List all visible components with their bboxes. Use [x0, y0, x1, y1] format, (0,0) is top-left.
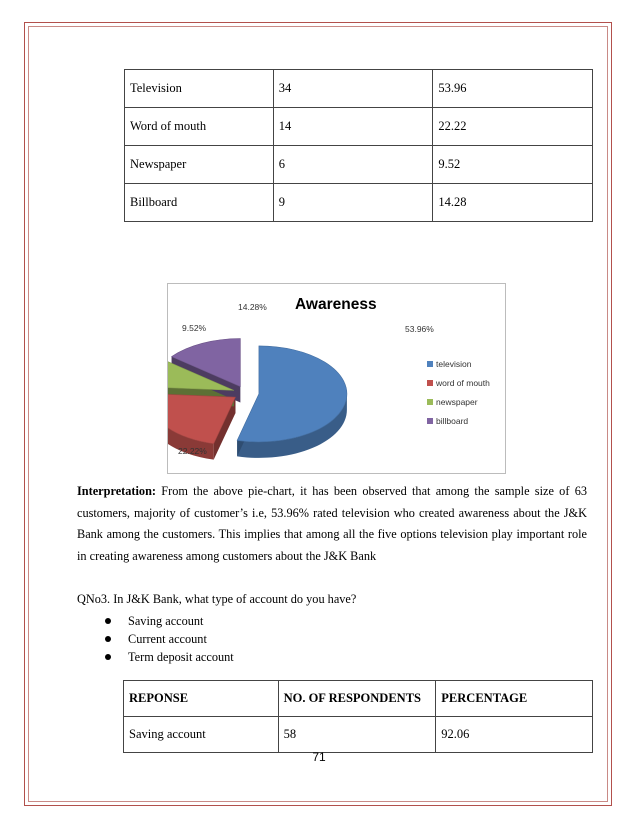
table-cell: 58 [278, 717, 436, 753]
table-row [125, 146, 593, 184]
pie-data-label: 9.52% [182, 323, 207, 333]
pie-chart-canvas [168, 284, 507, 475]
table-cell: 9.52 [433, 146, 593, 184]
table-header-cell: PERCENTAGE [436, 681, 593, 717]
interpretation-text: From the above pie-chart, it has been observed that among the sample size of 63 customers, majority of customer’s i.e, 53.96% rated television who created awareness about the J&K Bank among the customers. This implies that among all the five options television play important role in creating awareness among customers about the J&K Bank [77, 484, 587, 563]
account-options-list [100, 612, 234, 666]
pie-data-label: 53.96% [405, 324, 434, 334]
list-item: Saving account [100, 612, 234, 630]
list-item: Term deposit account [100, 648, 234, 666]
question-text: QNo3. In J&K Bank, what type of account do you have? [77, 592, 357, 606]
table-cell: 14 [273, 108, 433, 146]
table-row [125, 108, 593, 146]
table-header-cell: NO. OF RESPONDENTS [278, 681, 436, 717]
table-cell: 92.06 [436, 717, 593, 753]
legend-entry: television [436, 359, 472, 369]
chart-title: Awareness [295, 296, 377, 313]
table-row [124, 717, 593, 753]
legend-swatch [427, 418, 433, 424]
awareness-table [124, 69, 593, 222]
account-type-table [123, 680, 593, 753]
table-cell: 6 [273, 146, 433, 184]
page-number: 71 [312, 750, 326, 764]
legend-entry: newspaper [436, 397, 478, 407]
legend-swatch [427, 380, 433, 386]
table-row [125, 184, 593, 222]
table-cell: Billboard [125, 184, 274, 222]
table-cell: 22.22 [433, 108, 593, 146]
table-cell: Word of mouth [125, 108, 274, 146]
pie-data-label: 14.28% [238, 302, 267, 312]
interpretation-paragraph [77, 481, 587, 567]
table-cell: 53.96 [433, 70, 593, 108]
table-cell: 9 [273, 184, 433, 222]
table-cell: Television [125, 70, 274, 108]
table-cell: 14.28 [433, 184, 593, 222]
table-cell: Saving account [124, 717, 279, 753]
table-header-row [124, 681, 593, 717]
legend-swatch [427, 399, 433, 405]
legend-swatch [427, 361, 433, 367]
table-cell: 34 [273, 70, 433, 108]
interpretation-label: Interpretation: [77, 484, 157, 498]
awareness-pie-chart [167, 283, 506, 474]
list-item: Current account [100, 630, 234, 648]
pie-data-label: 22.22% [178, 446, 207, 456]
table-cell: Newspaper [125, 146, 274, 184]
legend-entry: word of mouth [436, 378, 490, 388]
legend-entry: billboard [436, 416, 469, 426]
table-row [125, 70, 593, 108]
table-header-cell: REPONSE [124, 681, 279, 717]
